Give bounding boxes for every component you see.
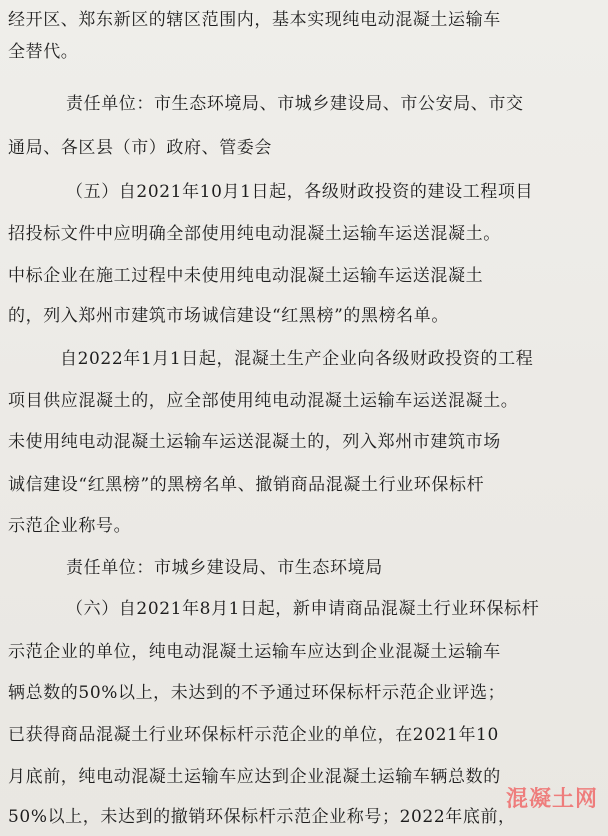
- text-line: （六）自2021年8月1日起，新申请商品混凝土行业环保标杆: [66, 599, 540, 619]
- text-line: 的，列入郑州市建筑市场诚信建设“红黑榜”的黑榜名单。: [8, 306, 449, 326]
- text-line: 全替代。: [8, 42, 79, 62]
- text-line: 经开区、郑东新区的辖区范围内，基本实现纯电动混凝土运输车: [8, 10, 501, 30]
- text-line: 项目供应混凝土的，应全部使用纯电动混凝土运输车运送混凝土。: [8, 391, 519, 411]
- text-line: 示范企业的单位，纯电动混凝土运输车应达到企业混凝土运输车: [8, 642, 501, 662]
- text-line: 未使用纯电动混凝土运输车运送混凝土的，列入郑州市建筑市场: [8, 432, 501, 452]
- text-line: 示范企业称号。: [8, 516, 132, 536]
- text-line: 中标企业在施工过程中未使用纯电动混凝土运输车运送混凝土: [8, 266, 484, 286]
- text-line: 招投标文件中应明确全部使用纯电动混凝土运输车运送混凝土。: [8, 224, 501, 244]
- text-line: 50%以上，未达到的撤销环保标杆示范企业称号；2022年底前，: [8, 807, 516, 827]
- text-line: 诚信建设“红黑榜”的黑榜名单、撤销商品混凝土行业环保标杆: [8, 475, 485, 495]
- text-line: 辆总数的50%以上，未达到的不予通过环保标杆示范企业评选；: [8, 683, 506, 703]
- text-line: 自2022年1月1日起，混凝土生产企业向各级财政投资的工程: [60, 349, 534, 369]
- watermark-logo: 混凝土网: [505, 787, 598, 812]
- text-line: 责任单位：市生态环境局、市城乡建设局、市公安局、市交: [66, 94, 524, 114]
- text-line: 责任单位：市城乡建设局、市生态环境局: [66, 558, 383, 578]
- text-line: 月底前，纯电动混凝土运输车应达到企业混凝土运输车辆总数的: [8, 767, 501, 787]
- text-line: 已获得商品混凝土行业环保标杆示范企业的单位，在2021年10: [8, 725, 499, 745]
- text-line: （五）自2021年10月1日起，各级财政投资的建设工程项目: [66, 182, 534, 202]
- text-line: 通局、各区县（市）政府、管委会: [8, 138, 272, 158]
